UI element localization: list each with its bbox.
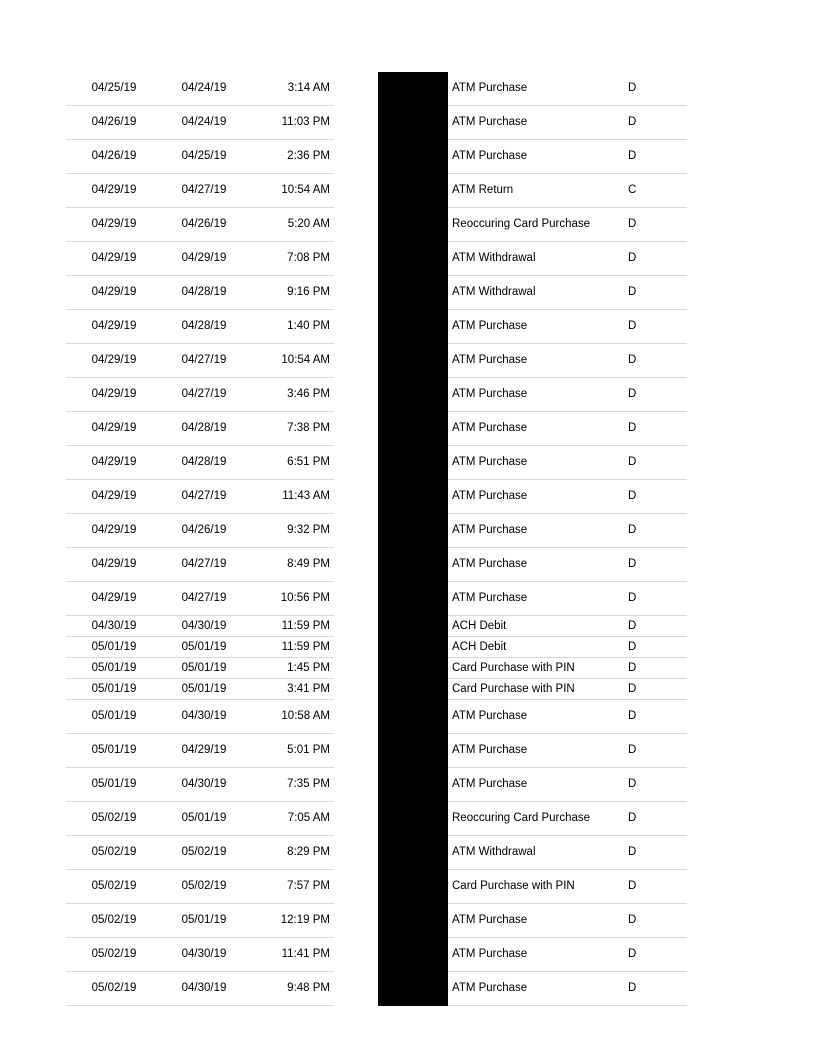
transaction-date-cell: 04/27/19 — [162, 344, 246, 378]
transaction-description-cell: ATM Purchase — [448, 344, 624, 378]
post-date-cell: 04/25/19 — [66, 72, 162, 106]
transaction-description-cell: ATM Purchase — [448, 446, 624, 480]
table-row — [448, 412, 687, 446]
table-row — [66, 836, 334, 870]
transaction-description-cell: ATM Withdrawal — [448, 836, 624, 870]
post-date-cell: 04/29/19 — [66, 480, 162, 514]
post-date-cell: 04/29/19 — [66, 276, 162, 310]
transaction-description-cell: Card Purchase with PIN — [448, 679, 624, 700]
transaction-date-cell: 04/27/19 — [162, 480, 246, 514]
transaction-code-cell: D — [624, 548, 687, 582]
transaction-description-table — [448, 72, 687, 1006]
transaction-time-cell: 10:58 AM — [246, 700, 334, 734]
transaction-code-cell: D — [624, 140, 687, 174]
table-row — [448, 514, 687, 548]
transaction-time-cell: 11:59 PM — [246, 637, 334, 658]
transaction-description-cell: ATM Purchase — [448, 938, 624, 972]
transaction-date-cell: 04/25/19 — [162, 140, 246, 174]
table-row — [66, 637, 334, 658]
table-row — [66, 616, 334, 637]
table-row — [448, 480, 687, 514]
transaction-code-cell: D — [624, 514, 687, 548]
table-row — [66, 310, 334, 344]
post-date-cell: 04/29/19 — [66, 412, 162, 446]
transaction-code-cell: D — [624, 679, 687, 700]
table-row — [66, 72, 334, 106]
transaction-date-cell: 04/26/19 — [162, 208, 246, 242]
transaction-code-cell: D — [624, 242, 687, 276]
transaction-date-cell: 04/28/19 — [162, 310, 246, 344]
table-row — [66, 344, 334, 378]
transaction-date-cell: 04/27/19 — [162, 174, 246, 208]
transaction-code-cell: D — [624, 480, 687, 514]
table-row — [66, 514, 334, 548]
table-row — [66, 242, 334, 276]
transaction-description-cell: ATM Withdrawal — [448, 242, 624, 276]
post-date-cell: 05/01/19 — [66, 768, 162, 802]
transaction-code-cell: D — [624, 870, 687, 904]
transaction-date-cell: 04/27/19 — [162, 582, 246, 616]
table-row — [448, 972, 687, 1006]
post-date-cell: 04/29/19 — [66, 582, 162, 616]
transaction-time-cell: 3:41 PM — [246, 679, 334, 700]
table-row — [448, 208, 687, 242]
transaction-time-cell: 9:48 PM — [246, 972, 334, 1006]
post-date-cell: 04/29/19 — [66, 208, 162, 242]
transaction-time-cell: 7:57 PM — [246, 870, 334, 904]
table-row — [448, 679, 687, 700]
post-date-cell: 04/26/19 — [66, 106, 162, 140]
transaction-description-cell: ATM Purchase — [448, 412, 624, 446]
transaction-description-cell: ACH Debit — [448, 616, 624, 637]
transaction-time-cell: 11:59 PM — [246, 616, 334, 637]
post-date-cell: 05/01/19 — [66, 637, 162, 658]
transaction-time-cell: 5:20 AM — [246, 208, 334, 242]
table-row — [66, 768, 334, 802]
transaction-date-cell: 04/28/19 — [162, 276, 246, 310]
table-row — [66, 276, 334, 310]
transaction-date-cell: 04/27/19 — [162, 378, 246, 412]
transaction-date-cell: 04/30/19 — [162, 768, 246, 802]
post-date-cell: 05/02/19 — [66, 836, 162, 870]
table-row — [66, 140, 334, 174]
table-row — [448, 734, 687, 768]
transaction-description-cell: ATM Purchase — [448, 904, 624, 938]
table-row — [66, 548, 334, 582]
post-date-cell: 04/29/19 — [66, 446, 162, 480]
transaction-description-cell: Reoccuring Card Purchase — [448, 208, 624, 242]
post-date-cell: 05/01/19 — [66, 658, 162, 679]
transaction-time-cell: 12:19 PM — [246, 904, 334, 938]
transaction-description-cell: ATM Purchase — [448, 310, 624, 344]
table-row — [448, 344, 687, 378]
transaction-code-cell: D — [624, 938, 687, 972]
transaction-description-cell: ATM Purchase — [448, 734, 624, 768]
transaction-description-cell: ATM Purchase — [448, 480, 624, 514]
table-row — [448, 242, 687, 276]
post-date-cell: 05/01/19 — [66, 700, 162, 734]
transaction-time-cell: 7:35 PM — [246, 768, 334, 802]
transaction-dates-body — [66, 72, 334, 1006]
post-date-cell: 04/29/19 — [66, 548, 162, 582]
transaction-time-cell: 11:43 AM — [246, 480, 334, 514]
transaction-code-cell: D — [624, 310, 687, 344]
transaction-time-cell: 10:56 PM — [246, 582, 334, 616]
table-row — [448, 174, 687, 208]
transaction-description-cell: ATM Purchase — [448, 582, 624, 616]
post-date-cell: 04/29/19 — [66, 310, 162, 344]
transaction-description-cell: ACH Debit — [448, 637, 624, 658]
table-row — [448, 700, 687, 734]
table-row — [448, 276, 687, 310]
transaction-description-cell: ATM Purchase — [448, 548, 624, 582]
transaction-time-cell: 7:05 AM — [246, 802, 334, 836]
transaction-date-cell: 05/01/19 — [162, 637, 246, 658]
transaction-description-cell: Card Purchase with PIN — [448, 658, 624, 679]
transaction-description-cell: ATM Purchase — [448, 72, 624, 106]
transaction-code-cell: D — [624, 904, 687, 938]
post-date-cell: 05/01/19 — [66, 734, 162, 768]
transaction-time-cell: 9:32 PM — [246, 514, 334, 548]
transaction-time-cell: 8:29 PM — [246, 836, 334, 870]
transaction-date-cell: 05/01/19 — [162, 802, 246, 836]
transaction-date-cell: 05/01/19 — [162, 904, 246, 938]
transaction-description-cell: ATM Purchase — [448, 514, 624, 548]
transaction-time-cell: 3:14 AM — [246, 72, 334, 106]
transaction-code-cell: D — [624, 446, 687, 480]
transaction-date-cell: 04/30/19 — [162, 700, 246, 734]
transaction-code-cell: D — [624, 637, 687, 658]
table-row — [66, 904, 334, 938]
transaction-date-cell: 05/01/19 — [162, 679, 246, 700]
table-row — [448, 446, 687, 480]
transaction-code-cell: D — [624, 768, 687, 802]
transaction-code-cell: D — [624, 412, 687, 446]
post-date-cell: 05/01/19 — [66, 679, 162, 700]
transaction-time-cell: 11:03 PM — [246, 106, 334, 140]
post-date-cell: 05/02/19 — [66, 870, 162, 904]
transaction-description-cell: ATM Purchase — [448, 140, 624, 174]
transaction-date-cell: 04/30/19 — [162, 616, 246, 637]
table-row — [448, 870, 687, 904]
transaction-code-cell: D — [624, 344, 687, 378]
post-date-cell: 04/29/19 — [66, 344, 162, 378]
table-row — [448, 658, 687, 679]
post-date-cell: 04/30/19 — [66, 616, 162, 637]
post-date-cell: 04/29/19 — [66, 514, 162, 548]
transaction-date-cell: 04/29/19 — [162, 734, 246, 768]
transaction-code-cell: D — [624, 616, 687, 637]
transaction-code-cell: D — [624, 802, 687, 836]
transaction-time-cell: 1:40 PM — [246, 310, 334, 344]
transaction-date-cell: 04/24/19 — [162, 72, 246, 106]
table-row — [66, 378, 334, 412]
transaction-description-cell: ATM Purchase — [448, 700, 624, 734]
table-row — [448, 904, 687, 938]
transaction-date-cell: 05/01/19 — [162, 658, 246, 679]
transaction-date-cell: 05/02/19 — [162, 836, 246, 870]
table-row — [448, 938, 687, 972]
transaction-code-cell: D — [624, 276, 687, 310]
transaction-code-cell: D — [624, 378, 687, 412]
transaction-description-cell: Card Purchase with PIN — [448, 870, 624, 904]
table-row — [448, 802, 687, 836]
table-row — [448, 768, 687, 802]
transaction-time-cell: 7:38 PM — [246, 412, 334, 446]
transaction-description-cell: ATM Withdrawal — [448, 276, 624, 310]
table-row — [66, 679, 334, 700]
transaction-date-cell: 04/30/19 — [162, 938, 246, 972]
table-row — [66, 870, 334, 904]
table-row — [448, 378, 687, 412]
transaction-description-cell: ATM Purchase — [448, 106, 624, 140]
transaction-code-cell: D — [624, 582, 687, 616]
transaction-description-cell: Reoccuring Card Purchase — [448, 802, 624, 836]
transaction-time-cell: 9:16 PM — [246, 276, 334, 310]
transaction-description-cell: ATM Purchase — [448, 972, 624, 1006]
transaction-code-cell: D — [624, 658, 687, 679]
transaction-code-cell: D — [624, 734, 687, 768]
table-row — [448, 582, 687, 616]
post-date-cell: 05/02/19 — [66, 938, 162, 972]
transaction-time-cell: 2:36 PM — [246, 140, 334, 174]
table-row — [448, 548, 687, 582]
post-date-cell: 04/29/19 — [66, 242, 162, 276]
table-row — [448, 106, 687, 140]
table-row — [66, 412, 334, 446]
post-date-cell: 05/02/19 — [66, 972, 162, 1006]
table-row — [66, 700, 334, 734]
transaction-code-cell: D — [624, 972, 687, 1006]
table-row — [66, 446, 334, 480]
table-row — [66, 174, 334, 208]
transaction-code-cell: D — [624, 700, 687, 734]
transaction-code-cell: D — [624, 836, 687, 870]
table-row — [448, 310, 687, 344]
transaction-time-cell: 6:51 PM — [246, 446, 334, 480]
table-row — [66, 658, 334, 679]
table-row — [448, 637, 687, 658]
transaction-time-cell: 10:54 AM — [246, 174, 334, 208]
transaction-description-body — [448, 72, 687, 1006]
transaction-description-cell: ATM Purchase — [448, 378, 624, 412]
transaction-date-cell: 05/02/19 — [162, 870, 246, 904]
transaction-description-cell: ATM Return — [448, 174, 624, 208]
table-row — [66, 802, 334, 836]
table-row — [448, 140, 687, 174]
transaction-date-cell: 04/30/19 — [162, 972, 246, 1006]
transaction-time-cell: 8:49 PM — [246, 548, 334, 582]
table-row — [66, 972, 334, 1006]
transaction-date-cell: 04/26/19 — [162, 514, 246, 548]
post-date-cell: 04/26/19 — [66, 140, 162, 174]
transaction-code-cell: D — [624, 106, 687, 140]
transaction-date-cell: 04/27/19 — [162, 548, 246, 582]
table-row — [448, 616, 687, 637]
table-row — [66, 480, 334, 514]
transaction-date-cell: 04/28/19 — [162, 446, 246, 480]
transaction-time-cell: 10:54 AM — [246, 344, 334, 378]
table-row — [66, 106, 334, 140]
transaction-dates-table — [66, 72, 334, 1006]
transaction-time-cell: 7:08 PM — [246, 242, 334, 276]
transaction-date-cell: 04/29/19 — [162, 242, 246, 276]
table-row — [66, 582, 334, 616]
transaction-time-cell: 3:46 PM — [246, 378, 334, 412]
table-row — [66, 734, 334, 768]
table-row — [448, 72, 687, 106]
post-date-cell: 04/29/19 — [66, 378, 162, 412]
transaction-code-cell: D — [624, 72, 687, 106]
redacted-column-block — [378, 72, 448, 1006]
table-row — [448, 836, 687, 870]
post-date-cell: 05/02/19 — [66, 802, 162, 836]
transaction-time-cell: 11:41 PM — [246, 938, 334, 972]
transaction-time-cell: 1:45 PM — [246, 658, 334, 679]
table-row — [66, 938, 334, 972]
post-date-cell: 04/29/19 — [66, 174, 162, 208]
transaction-time-cell: 5:01 PM — [246, 734, 334, 768]
table-row — [66, 208, 334, 242]
transaction-code-cell: D — [624, 208, 687, 242]
transaction-date-cell: 04/28/19 — [162, 412, 246, 446]
transaction-date-cell: 04/24/19 — [162, 106, 246, 140]
transaction-code-cell: C — [624, 174, 687, 208]
transaction-description-cell: ATM Purchase — [448, 768, 624, 802]
post-date-cell: 05/02/19 — [66, 904, 162, 938]
